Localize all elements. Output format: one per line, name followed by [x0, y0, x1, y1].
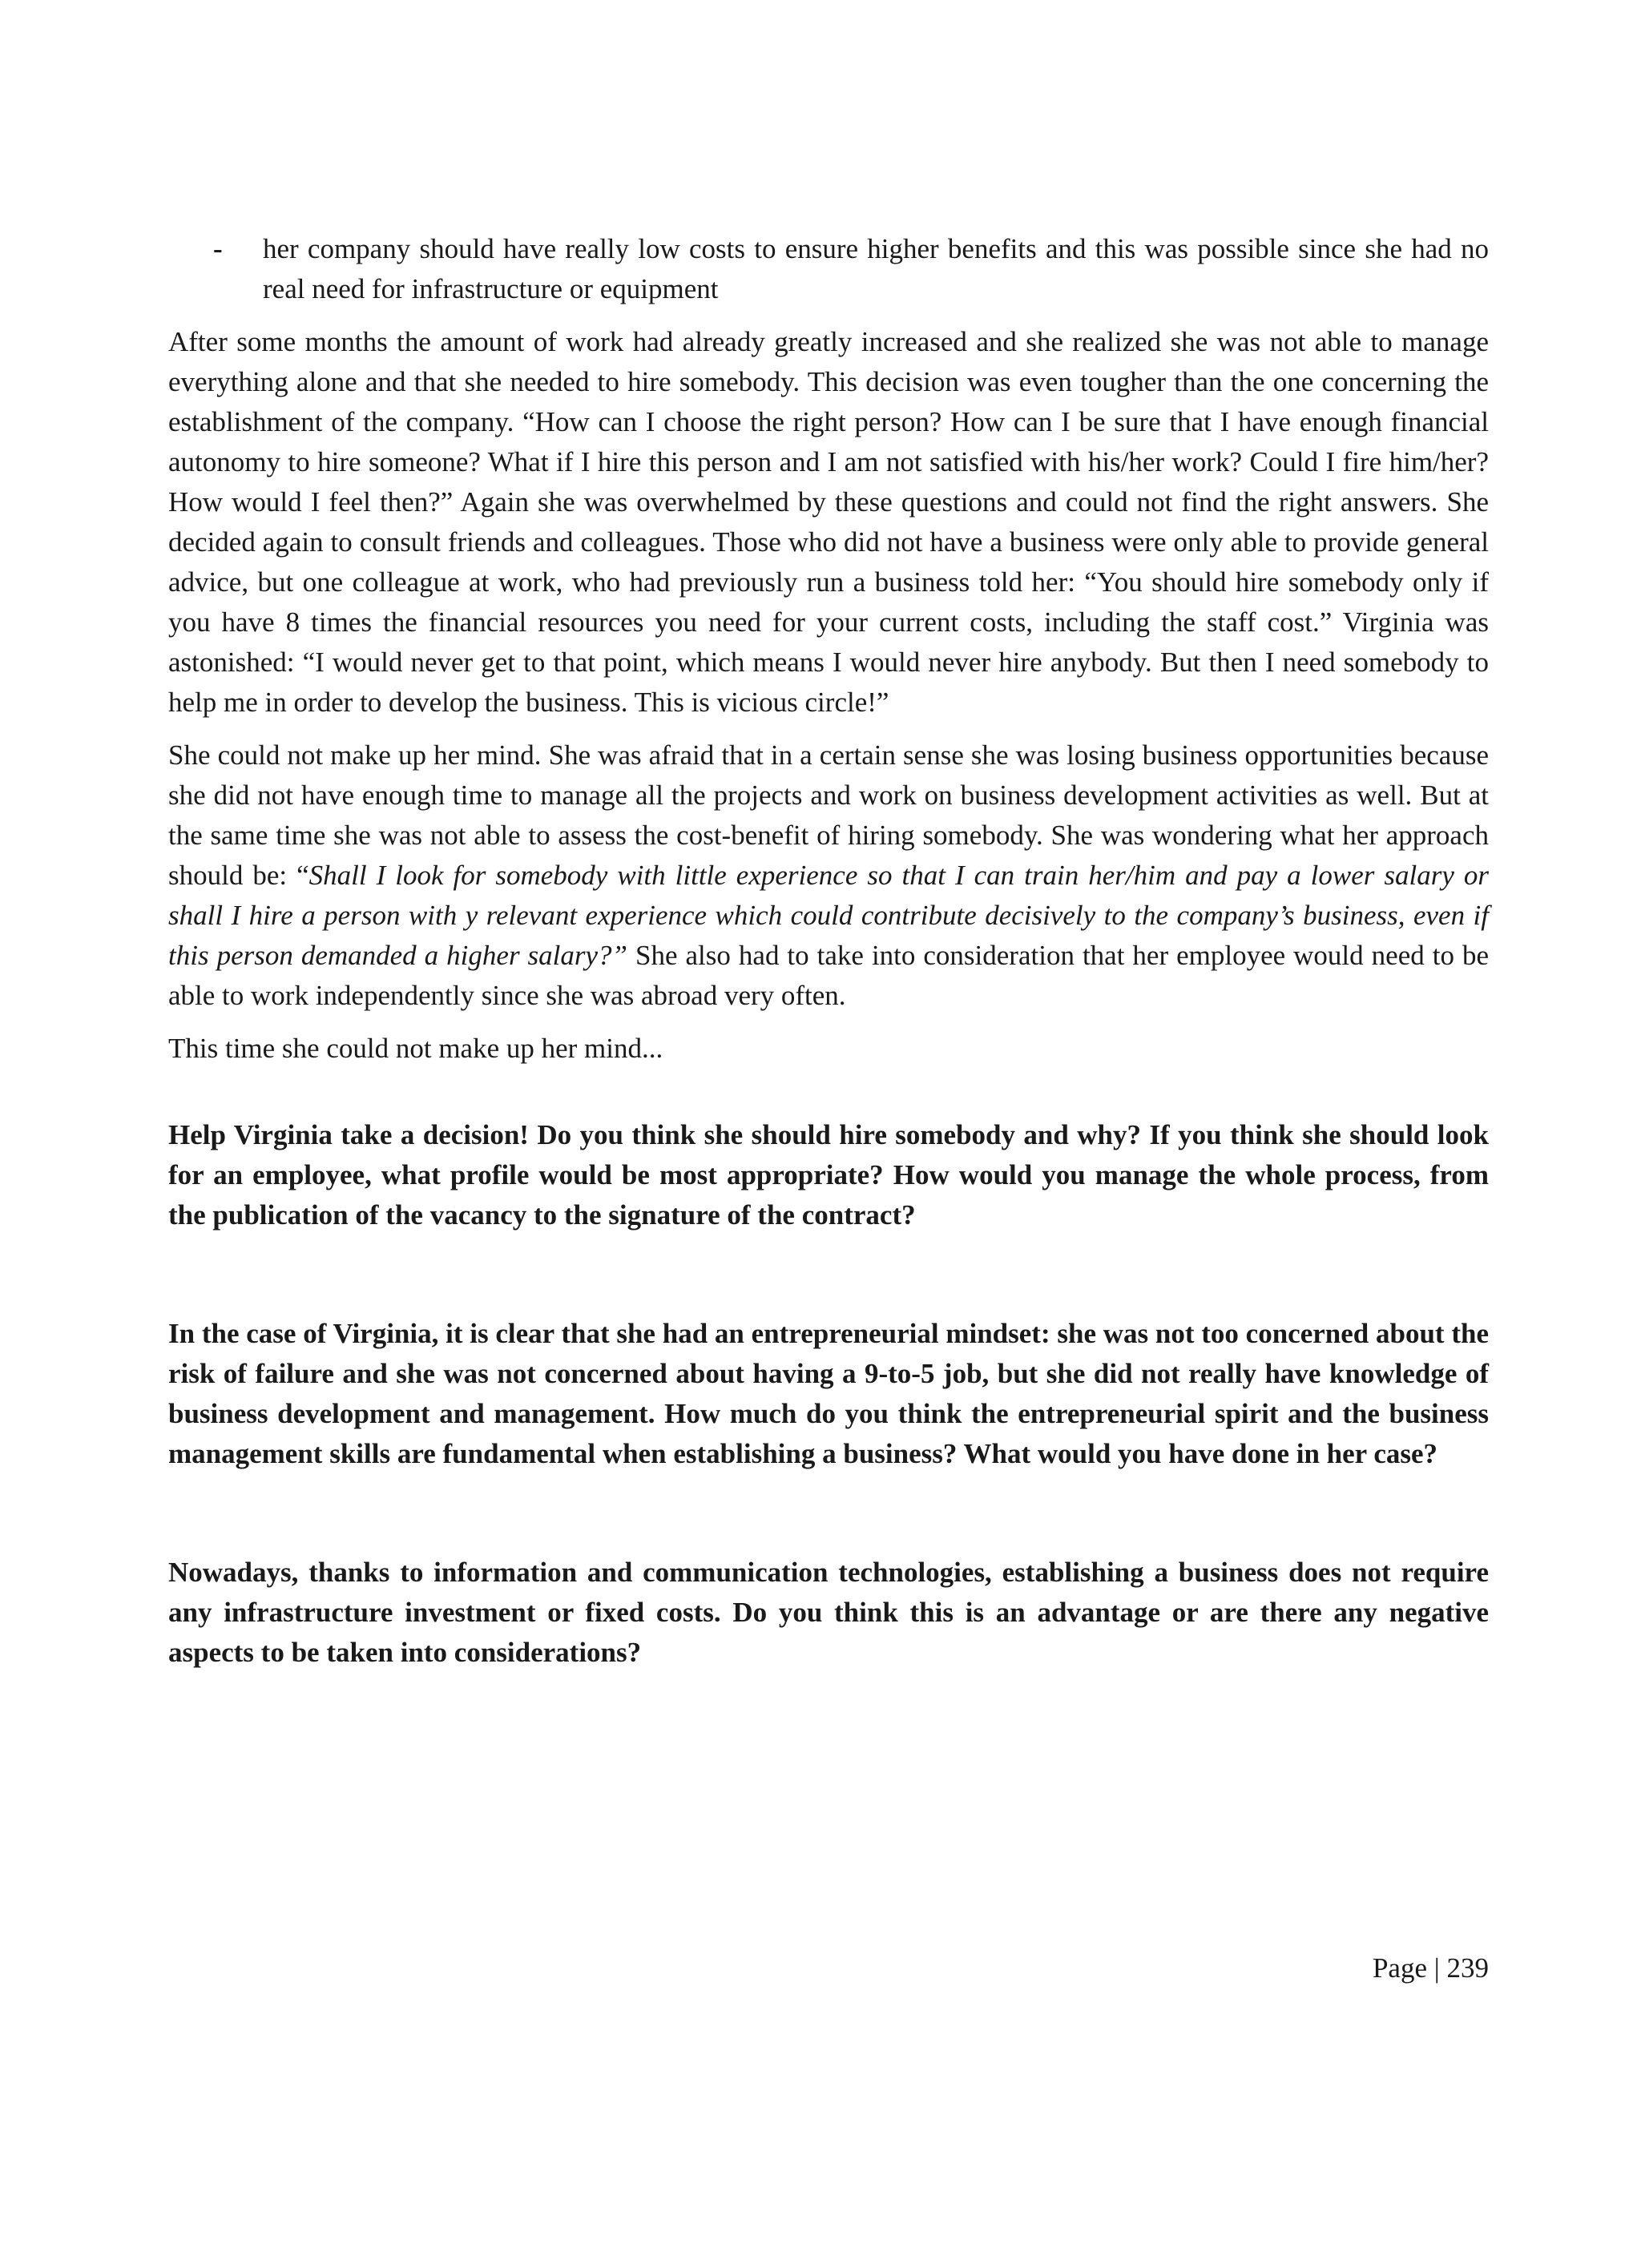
- paragraph-hiring-decision: After some months the amount of work had already greatly increased and she realized she was not able to manage everything alone and that she needed to hire somebody. This decision was even tougher than the one concerning the establishment of the company. “How can I choose the right person? How can I be sure that I have enough financial autonomy to hire someone? What if I hire this person and I am not satisfied with his/her work? Could I fire him/her? How would I feel then?” Again she was overwhelmed by these questions and could not find the right answers. She decided again to consult friends and colleagues. Those who did not have a business were only able to provide general advice, but one colleague at work, who had previously run a business told her: “You should hire somebody only if you have 8 times the financial resources you need for your current costs, including the staff cost.” Virginia was astonished: “I would never get to that point, which means I would never hire anybody. But then I need somebody to help me in order to develop the business. This is vicious circle!”: [168, 326, 1489, 718]
- paragraph-closing: This time she could not make up her mind...: [168, 1033, 663, 1064]
- paragraph-undecided: [168, 735, 1489, 1016]
- page-number: Page | 239: [1372, 1952, 1489, 1984]
- question-ict-advantage: Nowadays, thanks to information and communication technologies, establishing a business does not require any infrastructure investment or fixed costs. Do you think this is an advantage or are there any negative aspects to be taken into considerations?: [168, 1557, 1489, 1668]
- paragraph-undecided-start: She could not make up her mind. She was afraid that in a certain sense she was losing business opportunities because she did not have enough time to manage all the projects and work on business development activities as well. But at the same time she was not able to assess the cost-benefit of hiring somebody. She was wondering what her approach should be: “: [168, 739, 1489, 891]
- bullet-marker: -: [213, 233, 223, 264]
- bullet-item: [168, 229, 1489, 309]
- question-entrepreneurial-mindset: In the case of Virginia, it is clear that she had an entrepreneurial mindset: she was not too concerned about the risk of failure and she was not concerned about having a 9-to-5 job, but she did not really have knowledge of business development and management. How much do you think the entrepreneurial spirit and the business management skills are fundamental when establishing a business? What would you have done in her case?: [168, 1318, 1489, 1469]
- paragraph-undecided-end: She also had to take into consideration that her employee would need to be able to work independently since she was abroad very often.: [168, 940, 1489, 1011]
- bullet-text: her company should have really low costs to ensure higher benefits and this was possible since she had no real need for infrastructure or equipment: [263, 233, 1489, 304]
- question-hire-decision: Help Virginia take a decision! Do you think she should hire somebody and why? If you think she should look for an employee, what profile would be most appropriate? How would you manage the whole process, from the publication of the vacancy to the signature of the contract?: [168, 1119, 1489, 1231]
- page-content: [168, 229, 1489, 1686]
- paragraph-undecided-italic-quote: Shall I look for somebody with little experience so that I can train her/him and pay a lower salary or shall I hire a person with y relevant experience which could contribute decisively to the company’s business, even if this person demanded a higher salary?”: [168, 860, 1490, 971]
